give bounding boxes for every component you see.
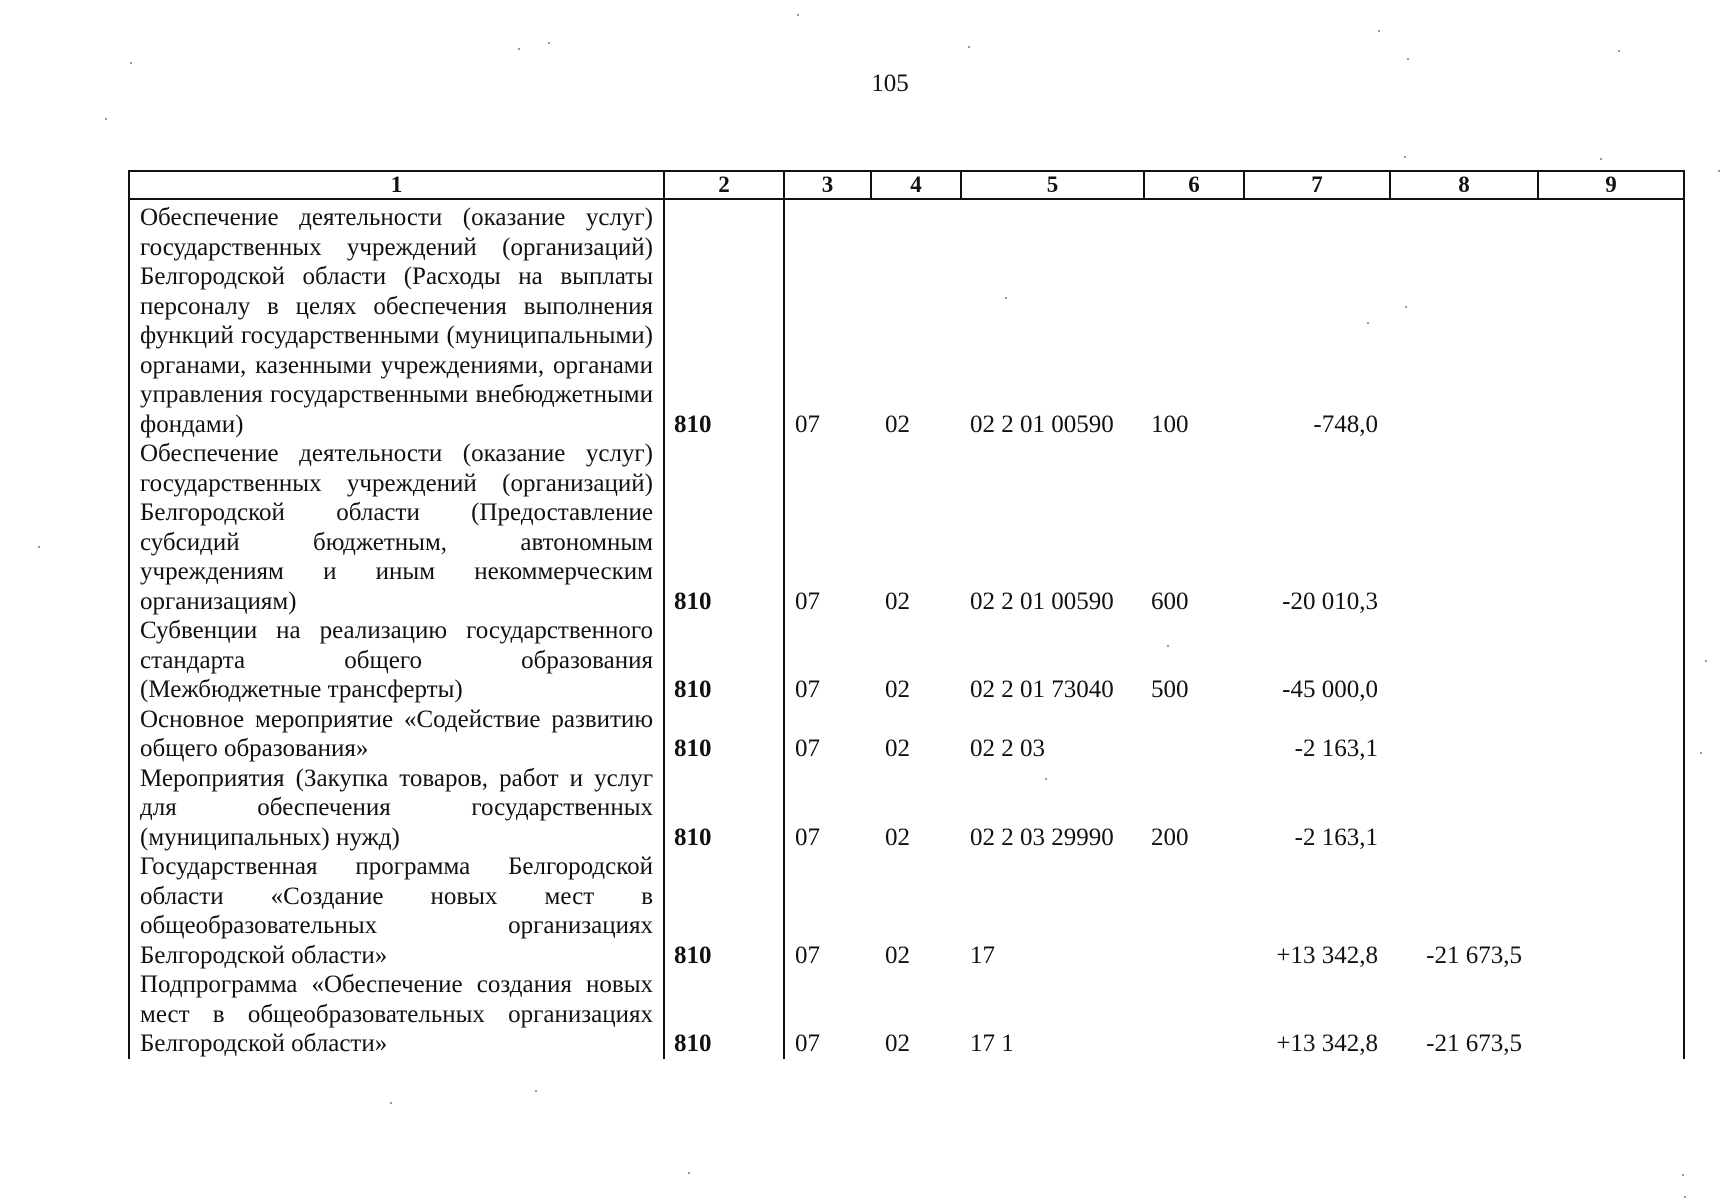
amount-col8-cell [1390, 439, 1538, 616]
amount-col9-cell [1538, 199, 1684, 439]
amount-col9-cell [1538, 852, 1684, 970]
row-name-cell: Субвенции на реализацию государственного стандарта общего образования (Межбюджетные трансферты) [129, 616, 664, 705]
page-number: 105 [871, 70, 909, 97]
section-cell: 07 [795, 941, 820, 969]
table-row [129, 705, 1684, 764]
expense-type-cell [1144, 852, 1244, 970]
section-cell: 07 [795, 823, 820, 851]
column-header: 4 [871, 171, 961, 199]
section-cell: 07 [795, 587, 820, 615]
amount-col9-cell [1538, 616, 1684, 705]
subsection-cell: 02 [885, 1030, 910, 1057]
amount-col8-cell [1390, 764, 1538, 853]
amount-col9-cell [1538, 970, 1684, 1059]
amount-col7-cell: -45 000,0 [1282, 676, 1378, 703]
target-article-cell: 02 2 03 29990 [970, 823, 1114, 851]
amount-col7-cell: -2 163,1 [1294, 823, 1378, 851]
amount-col9-cell [1538, 705, 1684, 764]
table-row [129, 616, 1684, 705]
column-header: 5 [961, 171, 1144, 199]
amount-col7-cell: -20 010,3 [1282, 587, 1378, 615]
target-article-cell: 17 [970, 941, 995, 969]
subsection-cell: 02 [885, 941, 910, 969]
table-row [129, 439, 1684, 616]
column-header: 8 [1390, 171, 1538, 199]
expense-type-cell: 100 [1151, 410, 1189, 438]
row-name-cell: Обеспечение деятельности (оказание услуг) государственных учреждений (организаций) Белгородской области (Предоставление субсидий бюджетным, автономным учреждениям и иным некоммерческим организациям) [129, 439, 664, 616]
amount-col8-cell: -21 673,5 [1426, 1030, 1522, 1057]
target-article-cell: 17 1 [970, 1030, 1014, 1057]
column-header: 6 [1144, 171, 1244, 199]
amount-col8-cell [1390, 199, 1538, 439]
table-row [129, 852, 1684, 970]
subsection-cell: 02 [885, 410, 910, 438]
admin-code-cell: 810 [664, 764, 784, 853]
table-row [129, 764, 1684, 853]
section-cell: 07 [795, 410, 820, 438]
column-header: 9 [1538, 171, 1684, 199]
expense-type-cell: 200 [1151, 823, 1189, 851]
amount-col7-cell: -748,0 [1313, 410, 1378, 438]
row-name-cell: Подпрограмма «Обеспечение создания новых мест в общеобразовательных организациях Белгородской области» [129, 970, 664, 1059]
section-cell: 07 [795, 735, 820, 762]
section-cell: 07 [795, 1030, 820, 1057]
expense-type-cell [1144, 970, 1244, 1059]
expense-type-cell: 500 [1151, 676, 1189, 703]
target-article-cell: 02 2 01 00590 [970, 587, 1114, 615]
subsection-cell: 02 [885, 735, 910, 762]
table-header-row [129, 171, 1684, 199]
admin-code-cell: 810 [664, 705, 784, 764]
amount-col9-cell [1538, 439, 1684, 616]
amount-col9-cell [1538, 764, 1684, 853]
subsection-cell: 02 [885, 587, 910, 615]
admin-code-cell: 810 [664, 852, 784, 970]
target-article-cell: 02 2 03 [970, 735, 1045, 762]
column-header: 7 [1244, 171, 1390, 199]
admin-code-cell: 810 [664, 199, 784, 439]
budget-table-container [128, 170, 1683, 1055]
subsection-cell: 02 [885, 676, 910, 703]
subsection-cell: 02 [885, 823, 910, 851]
column-header: 2 [664, 171, 784, 199]
table-row [129, 199, 1684, 439]
row-name-cell: Обеспечение деятельности (оказание услуг) государственных учреждений (организаций) Белгородской области (Расходы на выплаты персоналу в целях обеспечения выполнения функций государственными (муниципальными) органами, казенными учреждениями, органами управления государственными внебюджетными фондами) [129, 199, 664, 439]
amount-col8-cell: -21 673,5 [1426, 941, 1522, 969]
target-article-cell: 02 2 01 00590 [970, 410, 1114, 438]
expense-type-cell: 600 [1151, 587, 1189, 615]
amount-col8-cell [1390, 616, 1538, 705]
column-header: 3 [784, 171, 871, 199]
admin-code-cell: 810 [664, 616, 784, 705]
budget-table [128, 170, 1685, 1059]
admin-code-cell: 810 [664, 970, 784, 1059]
admin-code-cell: 810 [664, 439, 784, 616]
table-row [129, 970, 1684, 1059]
row-name-cell: Мероприятия (Закупка товаров, работ и услуг для обеспечения государственных (муниципальных) нужд) [129, 764, 664, 853]
amount-col7-cell: +13 342,8 [1276, 941, 1378, 969]
amount-col8-cell [1390, 705, 1538, 764]
row-name-cell: Государственная программа Белгородской области «Создание новых мест в общеобразовательных организациях Белгородской области» [129, 852, 664, 970]
amount-col7-cell: +13 342,8 [1276, 1030, 1378, 1057]
expense-type-cell [1144, 705, 1244, 764]
column-header: 1 [129, 171, 664, 199]
row-name-cell: Основное мероприятие «Содействие развитию общего образования» [129, 705, 664, 764]
section-cell: 07 [795, 676, 820, 703]
amount-col7-cell: -2 163,1 [1294, 735, 1378, 762]
target-article-cell: 02 2 01 73040 [970, 676, 1114, 703]
